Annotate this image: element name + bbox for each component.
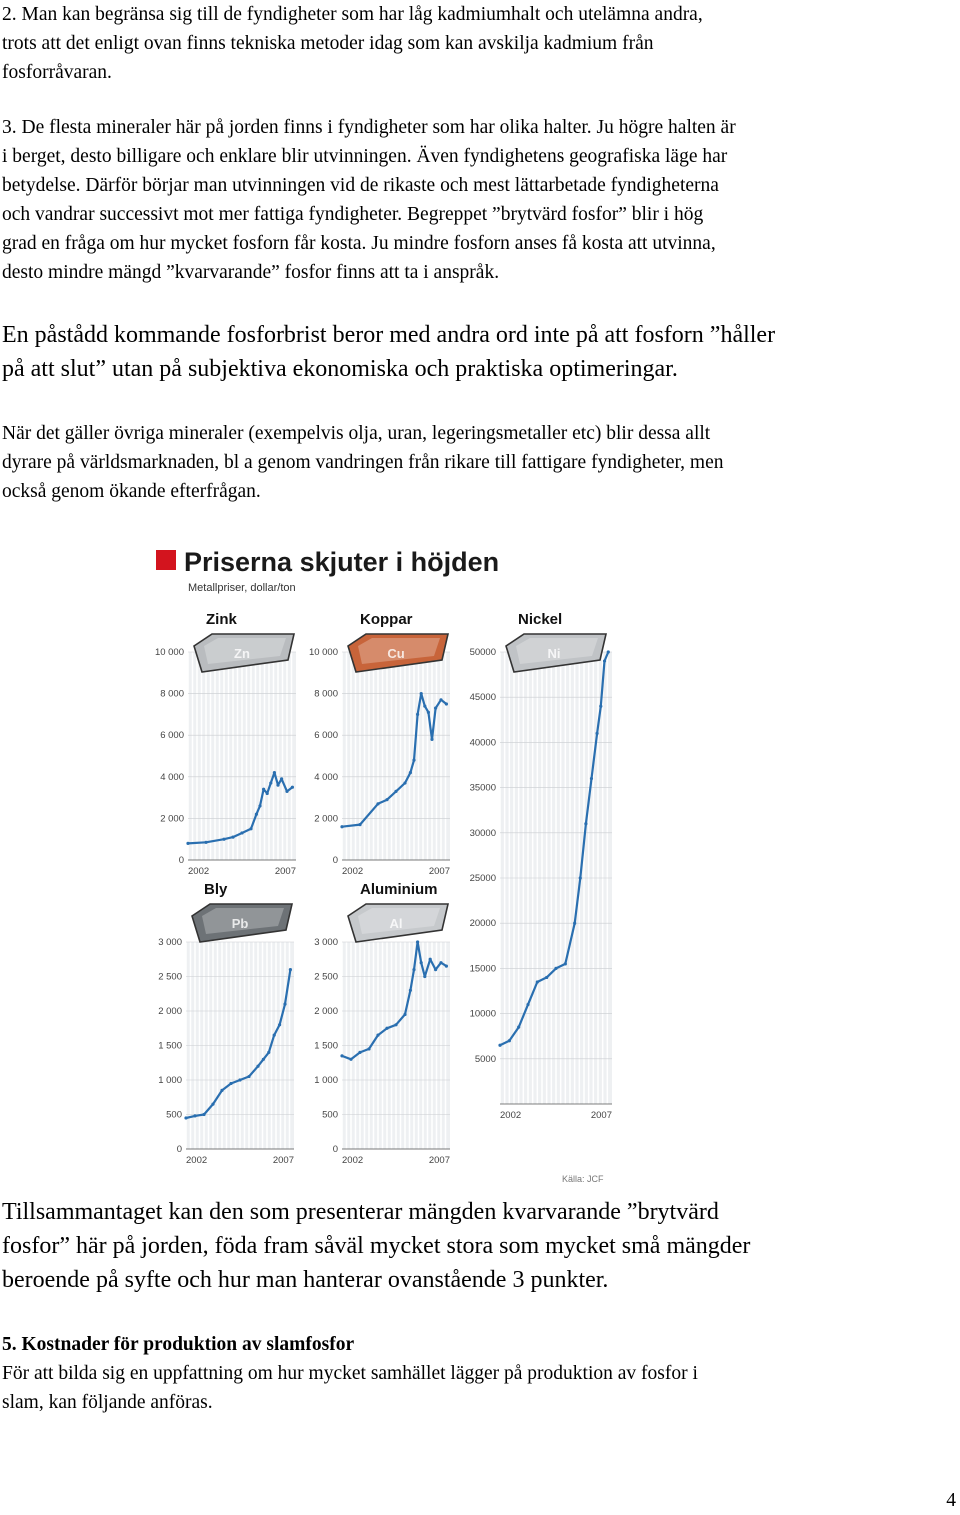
pb-ingot-icon: [192, 904, 292, 942]
y-tick-label: 45000: [469, 692, 496, 704]
data-point: [267, 1051, 270, 1054]
data-point: [262, 1058, 265, 1061]
text-line: fosforråvaran.: [2, 62, 112, 83]
chart-panel-bly: [158, 881, 294, 1166]
panel-title: Zink: [206, 611, 237, 628]
data-point: [607, 650, 610, 653]
data-point: [573, 922, 576, 925]
data-point: [599, 705, 602, 708]
data-point: [385, 1027, 388, 1030]
y-tick-label: 30000: [469, 827, 496, 839]
y-tick-label: 0: [176, 1144, 182, 1155]
y-tick-label: 8 000: [160, 688, 184, 700]
data-point: [584, 822, 587, 825]
text-line: 2. Man kan begränsa sig till de fyndigheter som har låg kadmiumhalt och utelämna andra,: [2, 4, 703, 25]
y-tick-label: 8 000: [314, 688, 338, 700]
data-point: [423, 975, 426, 978]
x-tick-label: 2007: [590, 1110, 612, 1121]
data-point: [508, 1039, 511, 1042]
text-line: trots att det enligt ovan finns tekniska metoder idag som kan avskilja kadmium från: [2, 33, 654, 54]
data-point: [349, 1058, 352, 1061]
page-number: 4: [946, 1490, 956, 1511]
data-point: [590, 777, 593, 780]
text-line: fosfor” här på jorden, föda fram såväl mycket stora som mycket små mängder: [2, 1233, 751, 1259]
text-line: desto mindre mängd ”kvarvarande” fosfor finns att ta i anspråk.: [2, 262, 500, 283]
figure-title: Priserna skjuter i höjden: [184, 547, 500, 577]
text-line: 3. De flesta mineraler här på jorden finns i fyndigheter som har olika halter. Ju högre halten är: [2, 117, 736, 138]
data-point: [403, 781, 406, 784]
y-tick-label: 50000: [469, 647, 496, 658]
data-point: [280, 777, 283, 780]
x-tick-label: 2007: [428, 866, 450, 877]
y-tick-label: 2 500: [314, 971, 338, 983]
ingot-label: Al: [389, 916, 403, 931]
panel-title: Nickel: [518, 611, 563, 628]
data-point: [211, 1103, 214, 1106]
data-point: [595, 732, 598, 735]
y-tick-label: 15000: [469, 963, 496, 975]
x-tick-label: 2002: [342, 1155, 364, 1166]
y-tick-label: 2 500: [158, 971, 182, 983]
text-line: En påstådd kommande fosforbrist beror med andra ord inte på att fosforn ”håller: [2, 322, 776, 348]
y-tick-label: 500: [166, 1109, 182, 1121]
x-tick-label: 2007: [274, 866, 296, 877]
data-point: [273, 771, 276, 774]
data-point: [412, 759, 415, 762]
y-tick-label: 10 000: [308, 647, 338, 658]
data-point: [340, 825, 343, 828]
y-tick-label: 1 500: [158, 1040, 182, 1052]
y-tick-label: 1 000: [314, 1075, 338, 1086]
text-line: När det gäller övriga mineraler (exempelvis olja, uran, legeringsmetaller etc) blir dessa allt: [2, 423, 711, 444]
data-point: [276, 784, 279, 787]
y-tick-label: 2 000: [158, 1006, 182, 1017]
data-point: [256, 1065, 259, 1068]
y-tick-label: 500: [322, 1109, 338, 1121]
x-tick-label: 2002: [342, 866, 364, 877]
data-point: [367, 1047, 370, 1050]
data-point: [416, 713, 419, 716]
data-point: [186, 842, 189, 845]
ingot-label: Ni: [547, 646, 561, 661]
y-tick-label: 6 000: [314, 730, 338, 742]
text-line: beroende på syfte och hur man hanterar ovanstående 3 punkter.: [2, 1267, 609, 1293]
x-tick-label: 2002: [186, 1155, 208, 1166]
y-tick-label: 5000: [474, 1053, 496, 1065]
y-tick-label: 2 000: [314, 813, 338, 825]
data-point: [376, 802, 379, 805]
data-point: [285, 790, 288, 793]
y-tick-label: 1 000: [158, 1075, 182, 1086]
data-point: [376, 1034, 379, 1037]
text-line: och vandrar successivt mot mer fattiga fyndigheter. Begreppet ”brytvärd fosfor” blir i hög: [2, 204, 704, 225]
data-point: [603, 659, 606, 662]
chart-panel-zink: [155, 611, 296, 877]
data-point: [430, 738, 433, 741]
data-point: [278, 1023, 281, 1026]
panel-title: Bly: [204, 881, 228, 898]
y-tick-label: 0: [178, 855, 184, 866]
text-line: också genom ökande efterfrågan.: [2, 481, 261, 502]
y-tick-label: 4 000: [160, 771, 184, 783]
data-point: [439, 698, 442, 701]
data-point: [204, 841, 207, 844]
data-point: [262, 788, 265, 791]
data-point: [291, 786, 294, 789]
paragraph-conclusion: [2, 1195, 952, 1297]
data-point: [564, 962, 567, 965]
data-point: [394, 1023, 397, 1026]
data-point: [273, 1034, 276, 1037]
data-point: [536, 980, 539, 983]
x-tick-label: 2007: [272, 1155, 294, 1166]
data-point: [269, 781, 272, 784]
y-tick-label: 40000: [469, 737, 496, 749]
data-point: [258, 804, 261, 807]
text-line: på att slut” utan på subjektiva ekonomiska och praktiska optimeringar.: [2, 356, 678, 382]
chart-panel-aluminium: [314, 881, 450, 1166]
data-point: [249, 827, 252, 830]
metal-prices-figure: [148, 540, 628, 1190]
x-tick-label: 2002: [188, 866, 210, 877]
text-line: slam, kan följande anföras.: [2, 1392, 213, 1413]
text-line: dyrare på världsmarknaden, bl a genom vandringen från rikare till fattigare fyndigheter, men: [2, 452, 724, 473]
data-point: [526, 1003, 529, 1006]
data-point: [409, 771, 412, 774]
data-point: [229, 1082, 232, 1085]
data-point: [545, 976, 548, 979]
data-point: [579, 876, 582, 879]
data-point: [283, 1003, 286, 1006]
data-point: [220, 1089, 223, 1092]
y-tick-label: 1 500: [314, 1040, 338, 1052]
data-point: [231, 836, 234, 839]
y-tick-label: 25000: [469, 873, 496, 884]
text-line: betydelse. Därför börjar man utvinningen vid de rikaste och mest lättarbetade fyndigheterna: [2, 175, 719, 196]
ingot-label: Cu: [387, 646, 405, 661]
data-point: [247, 1075, 250, 1078]
y-tick-label: 0: [332, 1144, 338, 1155]
ingot-label: Pb: [231, 916, 249, 931]
y-tick-label: 10000: [469, 1008, 496, 1020]
data-point: [202, 1113, 205, 1116]
ingot-label: Zn: [234, 646, 250, 661]
figure-subtitle: Metallpriser, dollar/ton: [188, 582, 296, 594]
data-point: [445, 965, 448, 968]
y-tick-label: 20000: [469, 918, 496, 930]
paragraph-cadmium: [2, 0, 952, 87]
y-tick-label: 6 000: [160, 730, 184, 742]
text-line: grad en fråga om hur mycket fosforn får kosta. Ju mindre fosforn anses få kosta att utvinna,: [2, 233, 716, 254]
data-point: [184, 1116, 187, 1119]
data-point: [193, 1114, 196, 1117]
data-point: [240, 831, 243, 834]
data-point: [427, 711, 430, 714]
data-point: [403, 1013, 406, 1016]
panel-title: Koppar: [360, 611, 413, 628]
data-point: [445, 702, 448, 705]
data-point: [412, 968, 415, 971]
paragraph-sludge-costs: [2, 1359, 952, 1417]
paragraph-other-minerals: [2, 419, 952, 506]
data-point: [266, 792, 269, 795]
al-ingot-icon: [348, 904, 448, 942]
data-point: [416, 940, 419, 943]
text-line: För att bilda sig en uppfattning om hur mycket samhället lägger på produktion av fosfor i: [2, 1363, 698, 1384]
data-point: [420, 961, 423, 964]
data-point: [358, 1051, 361, 1054]
y-tick-label: 3 000: [158, 937, 182, 948]
data-point: [429, 958, 432, 961]
chart-panel-koppar: [309, 611, 450, 877]
data-point: [420, 692, 423, 695]
y-tick-label: 2 000: [160, 813, 184, 825]
y-tick-label: 0: [332, 855, 338, 866]
panel-title: Aluminium: [360, 881, 438, 898]
data-point: [434, 707, 437, 710]
metal-prices-chart: [148, 540, 628, 1190]
section-heading: 5. Kostnader för produktion av slamfosfor: [2, 1334, 355, 1355]
data-point: [289, 968, 292, 971]
data-point: [554, 967, 557, 970]
y-tick-label: 4 000: [314, 771, 338, 783]
x-tick-label: 2002: [500, 1110, 522, 1121]
data-point: [222, 838, 225, 841]
data-point: [498, 1044, 501, 1047]
y-tick-label: 35000: [469, 782, 496, 794]
data-point: [340, 1054, 343, 1057]
data-point: [394, 790, 397, 793]
y-tick-label: 10 000: [154, 647, 184, 658]
data-point: [423, 704, 426, 707]
data-point: [517, 1026, 520, 1029]
paragraph-deposits: [2, 113, 952, 287]
data-point: [238, 1078, 241, 1081]
paragraph-claimed-shortage: [2, 318, 952, 386]
title-marker: [156, 550, 176, 570]
chart-panel-nickel: [470, 611, 612, 1121]
text-line: i berget, desto billigare och enklare blir utvinningen. Även fyndighetens geografiska läge har: [2, 146, 728, 167]
y-tick-label: 3 000: [314, 937, 338, 948]
text-line: Tillsammantaget kan den som presenterar mängden kvarvarande ”brytvärd: [2, 1199, 719, 1225]
data-point: [358, 823, 361, 826]
data-point: [409, 989, 412, 992]
figure-source: Källa: JCF: [562, 1174, 604, 1184]
data-point: [434, 968, 437, 971]
data-point: [439, 961, 442, 964]
y-tick-label: 2 000: [314, 1006, 338, 1017]
data-point: [385, 798, 388, 801]
data-point: [255, 813, 258, 816]
x-tick-label: 2007: [428, 1155, 450, 1166]
